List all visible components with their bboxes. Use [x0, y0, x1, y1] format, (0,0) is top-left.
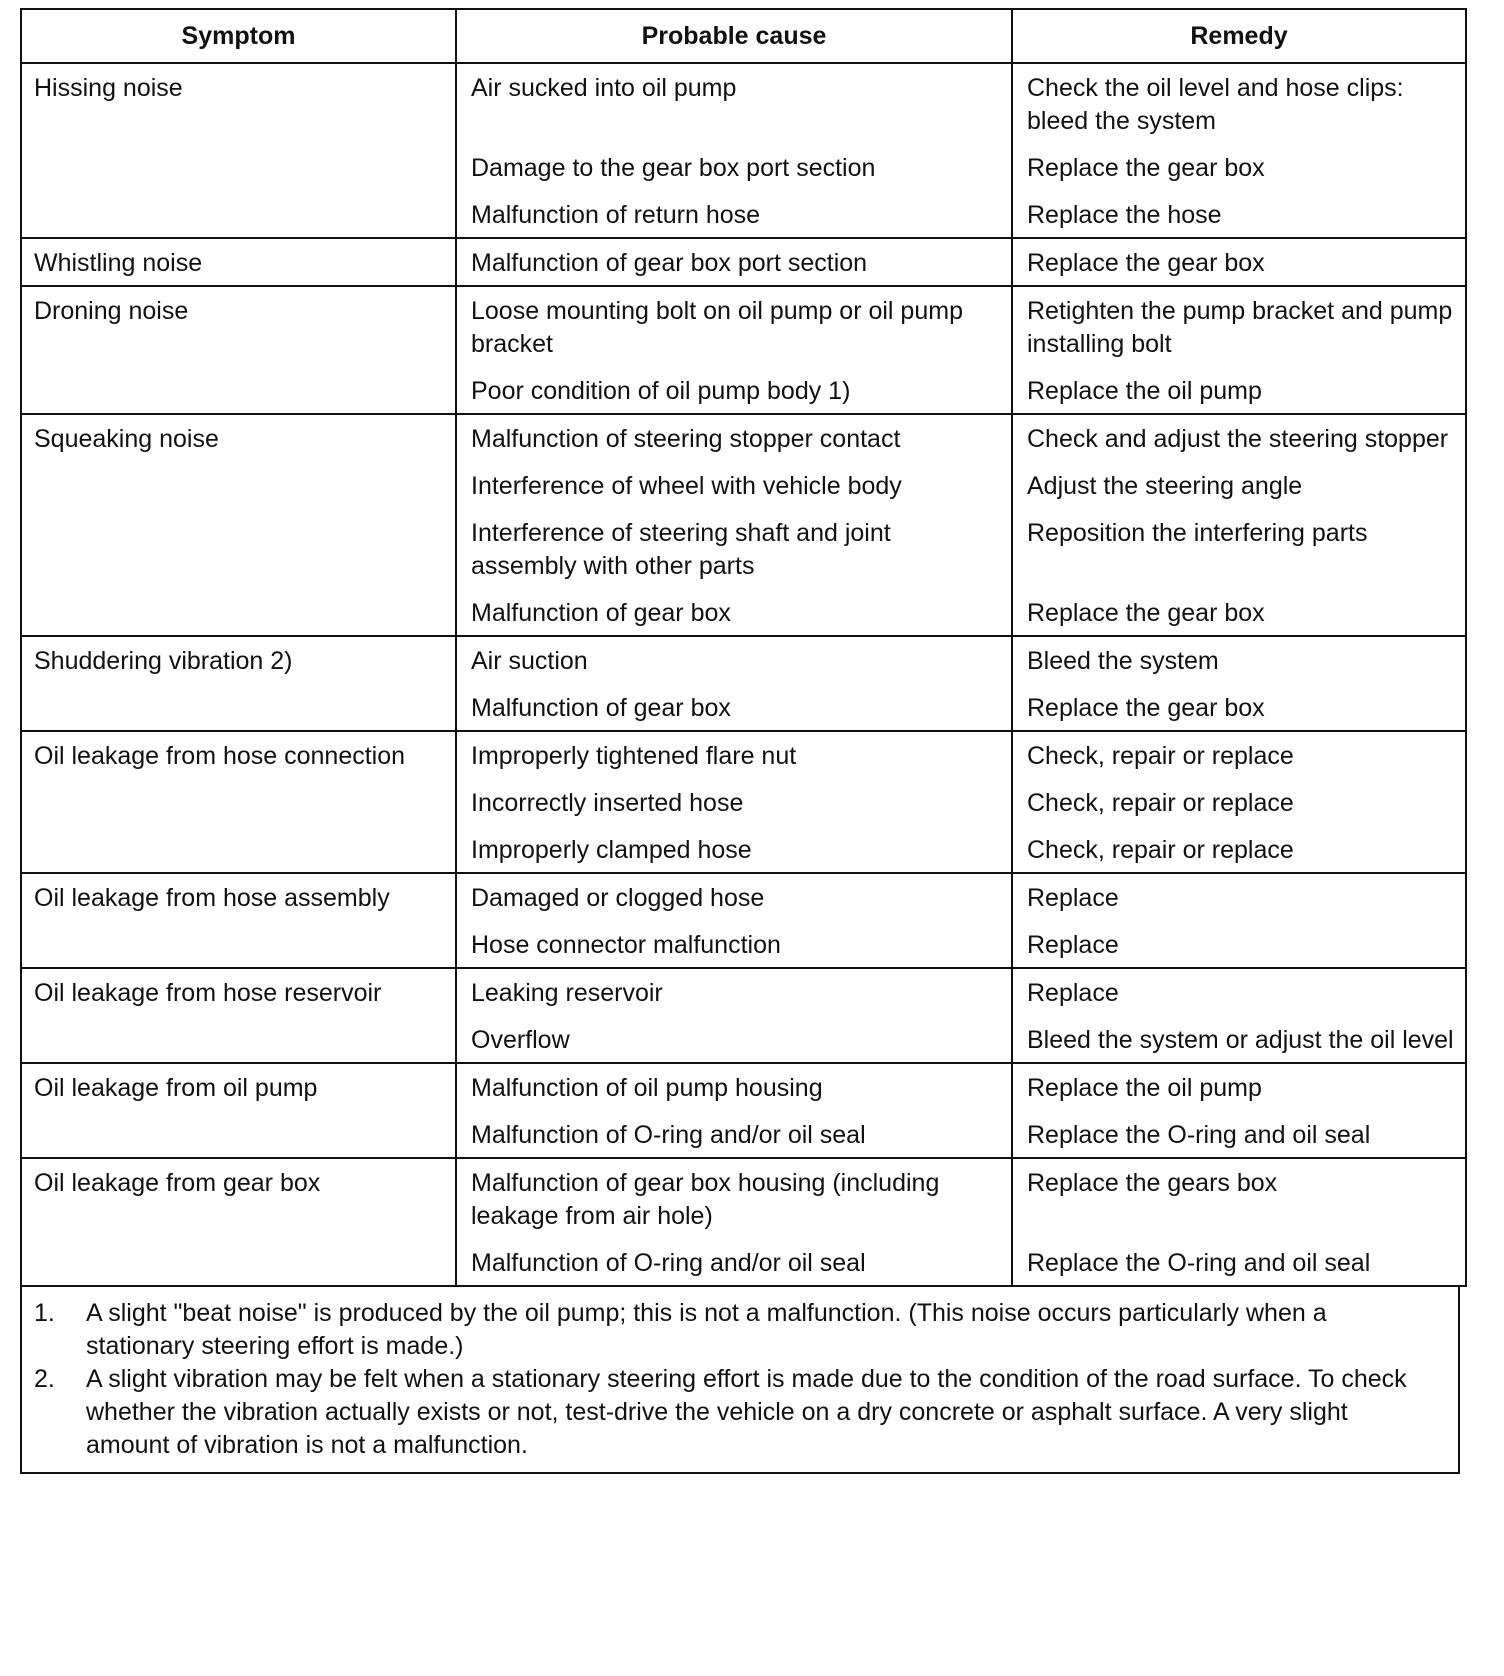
cause-cell: Malfunction of O-ring and/or oil seal — [456, 1110, 1012, 1158]
remedy-cell: Check, repair or replace — [1012, 825, 1466, 873]
header-remedy: Remedy — [1012, 9, 1466, 63]
remedy-cell: Replace the gear box — [1012, 588, 1466, 636]
header-row — [21, 9, 1466, 63]
header-symptom: Symptom — [21, 9, 456, 63]
remedy-cell: Replace the O-ring and oil seal — [1012, 1238, 1466, 1286]
remedy-cell: Reposition the interfering parts — [1012, 508, 1466, 588]
remedy-cell: Check, repair or replace — [1012, 778, 1466, 825]
cause-cell: Interference of steering shaft and joint assembly with other parts — [456, 508, 1012, 588]
table-row — [21, 63, 1466, 143]
remedy-cell: Check the oil level and hose clips: bleed the system — [1012, 63, 1466, 143]
cause-cell: Overflow — [456, 1015, 1012, 1063]
remedy-cell: Replace the gear box — [1012, 683, 1466, 731]
remedy-cell: Retighten the pump bracket and pump installing bolt — [1012, 286, 1466, 366]
cause-cell: Malfunction of return hose — [456, 190, 1012, 238]
table-body — [21, 63, 1466, 1286]
footnotes — [20, 1287, 1460, 1474]
remedy-cell: Replace the gears box — [1012, 1158, 1466, 1238]
cause-cell: Malfunction of O-ring and/or oil seal — [456, 1238, 1012, 1286]
footnote — [34, 1297, 1438, 1363]
remedy-cell: Replace — [1012, 968, 1466, 1015]
table-row — [21, 731, 1466, 778]
remedy-cell: Adjust the steering angle — [1012, 461, 1466, 508]
remedy-cell: Replace — [1012, 920, 1466, 968]
remedy-cell: Check, repair or replace — [1012, 731, 1466, 778]
remedy-cell: Replace the oil pump — [1012, 1063, 1466, 1110]
symptom-cell: Oil leakage from hose reservoir — [21, 968, 456, 1063]
table-row — [21, 238, 1466, 286]
symptom-cell: Whistling noise — [21, 238, 456, 286]
cause-cell: Incorrectly inserted hose — [456, 778, 1012, 825]
symptom-cell: Droning noise — [21, 286, 456, 414]
remedy-cell: Bleed the system or adjust the oil level — [1012, 1015, 1466, 1063]
cause-cell: Improperly clamped hose — [456, 825, 1012, 873]
table-row — [21, 968, 1466, 1015]
cause-cell: Leaking reservoir — [456, 968, 1012, 1015]
footnote — [34, 1363, 1438, 1462]
troubleshooting-table — [20, 8, 1467, 1287]
cause-cell: Loose mounting bolt on oil pump or oil pump bracket — [456, 286, 1012, 366]
remedy-cell: Replace the gear box — [1012, 143, 1466, 190]
symptom-cell: Oil leakage from gear box — [21, 1158, 456, 1286]
cause-cell: Malfunction of oil pump housing — [456, 1063, 1012, 1110]
footnote-text: A slight "beat noise" is produced by the oil pump; this is not a malfunction. (This noise occurs particularly when a stationary steering effort is made.) — [86, 1299, 1327, 1360]
remedy-cell: Bleed the system — [1012, 636, 1466, 683]
symptom-cell: Oil leakage from oil pump — [21, 1063, 456, 1158]
remedy-cell: Replace — [1012, 873, 1466, 920]
table-row — [21, 1158, 1466, 1238]
symptom-cell: Oil leakage from hose connection — [21, 731, 456, 873]
remedy-cell: Replace the hose — [1012, 190, 1466, 238]
table-row — [21, 873, 1466, 920]
diagnosis-sheet — [20, 8, 1465, 1474]
remedy-cell: Replace the gear box — [1012, 238, 1466, 286]
table-row — [21, 636, 1466, 683]
cause-cell: Malfunction of gear box housing (including leakage from air hole) — [456, 1158, 1012, 1238]
remedy-cell: Check and adjust the steering stopper — [1012, 414, 1466, 461]
symptom-cell: Squeaking noise — [21, 414, 456, 636]
symptom-cell: Oil leakage from hose assembly — [21, 873, 456, 968]
header-probable-cause: Probable cause — [456, 9, 1012, 63]
cause-cell: Damaged or clogged hose — [456, 873, 1012, 920]
cause-cell: Malfunction of steering stopper contact — [456, 414, 1012, 461]
footnote-number: 2. — [34, 1365, 55, 1393]
table-row — [21, 286, 1466, 366]
symptom-cell: Shuddering vibration 2) — [21, 636, 456, 731]
cause-cell: Poor condition of oil pump body 1) — [456, 366, 1012, 414]
remedy-cell: Replace the oil pump — [1012, 366, 1466, 414]
cause-cell: Hose connector malfunction — [456, 920, 1012, 968]
cause-cell: Malfunction of gear box — [456, 588, 1012, 636]
cause-cell: Air sucked into oil pump — [456, 63, 1012, 143]
cause-cell: Improperly tightened flare nut — [456, 731, 1012, 778]
footnote-text: A slight vibration may be felt when a stationary steering effort is made due to the condition of the road surface. To check whether the vibration actually exists or not, test-drive the vehicle on a dry concrete or asphalt surface. A very slight amount of vibration is not a malfunction. — [86, 1365, 1407, 1459]
footnote-number: 1. — [34, 1299, 55, 1327]
table-row — [21, 414, 1466, 461]
cause-cell: Interference of wheel with vehicle body — [456, 461, 1012, 508]
table-row — [21, 1063, 1466, 1110]
cause-cell: Malfunction of gear box port section — [456, 238, 1012, 286]
symptom-cell: Hissing noise — [21, 63, 456, 238]
cause-cell: Air suction — [456, 636, 1012, 683]
remedy-cell: Replace the O-ring and oil seal — [1012, 1110, 1466, 1158]
cause-cell: Malfunction of gear box — [456, 683, 1012, 731]
cause-cell: Damage to the gear box port section — [456, 143, 1012, 190]
